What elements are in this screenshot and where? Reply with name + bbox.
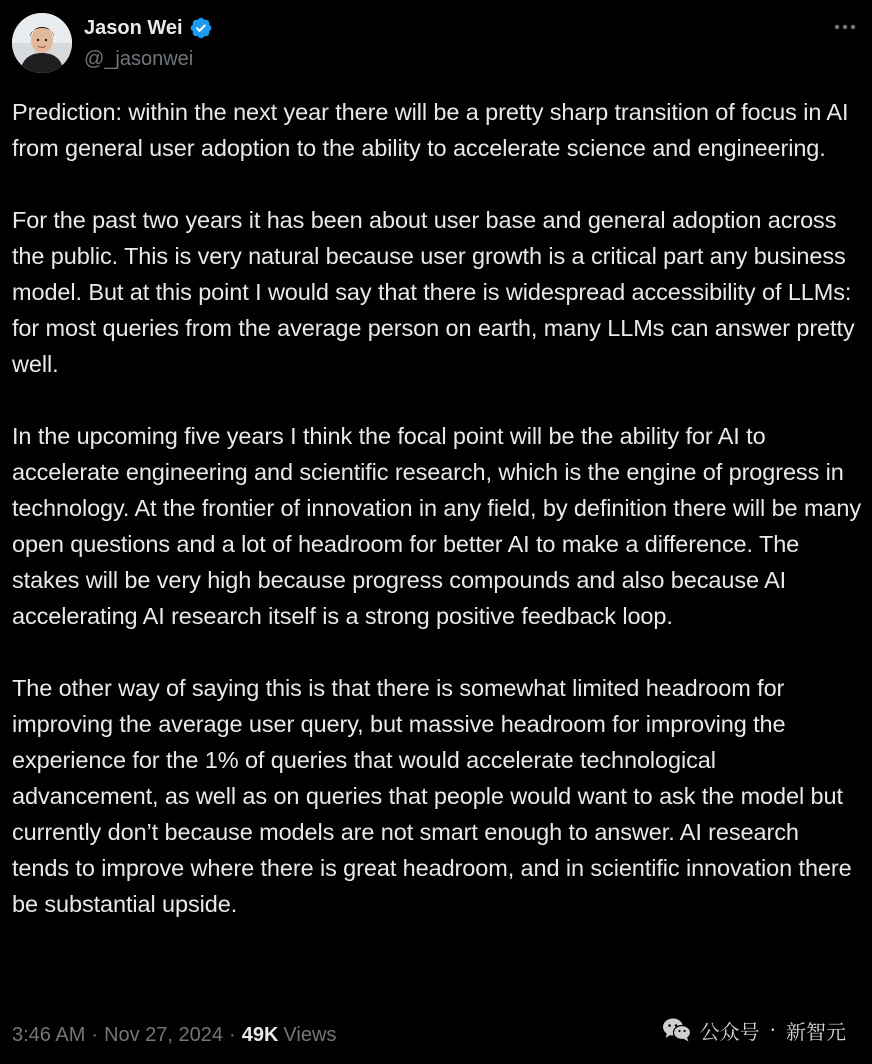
watermark-separator: · [769, 1018, 776, 1042]
verified-badge-icon[interactable] [189, 16, 213, 40]
tweet-meta [12, 1018, 336, 1052]
wechat-icon [662, 1017, 692, 1043]
watermark [662, 1012, 846, 1048]
tweet-paragraph: In the upcoming five years I think the focal point will be the ability for AI to accelerate engineering and scientific research, which is the engine of progress in technology. At the frontier of innovation in any field, by definition there will be many open questions and a lot of headroom for better AI to make a difference. The stakes will be very high because progress compounds and also because AI accelerating AI research itself is a strong positive feedback loop. [12, 423, 862, 629]
tweet-paragraph: The other way of saying this is that there is somewhat limited headroom for improving the average user query, but massive headroom for improving the experience for the 1% of queries that would accelerate technological advancement, as well as on queries that people would want to ask the model but currently don’t because models are not smart enough to answer. AI research tends to improve where there is great headroom, and in scientific innovation there be substantial upside. [12, 675, 852, 917]
watermark-account-name: 新智元 [786, 1019, 846, 1044]
more-options-button[interactable] [832, 14, 858, 40]
avatar[interactable] [12, 13, 72, 73]
tweet-paragraph: For the past two years it has been about user base and general adoption across the public. This is very natural because user growth is a critical part any business model. But at this point I would say that there is widespread accessibility of LLMs: for most queries from the average person on earth, many LLMs can answer pretty well. [12, 207, 855, 377]
author-handle[interactable]: @_jasonwei [84, 48, 194, 70]
tweet-paragraph: Prediction: within the next year there will be a pretty sharp transition of focus in AI from general user adoption to the ability to accelerate science and engineering. [12, 99, 849, 161]
watermark-account-type: 公众号 [699, 1019, 760, 1044]
avatar-image [12, 13, 72, 73]
tweet-date[interactable]: Nov 27, 2024 [104, 1024, 224, 1046]
tweet-text [12, 94, 862, 922]
views-label: Views [283, 1024, 337, 1046]
views-count[interactable]: 49K [241, 1024, 279, 1046]
author-name-row[interactable] [84, 15, 213, 41]
meta-separator: · [229, 1024, 236, 1046]
more-options-icon [834, 24, 856, 30]
author-display-name[interactable]: Jason Wei [84, 17, 183, 39]
tweet-time[interactable]: 3:46 AM [12, 1024, 86, 1046]
meta-separator: · [91, 1024, 99, 1046]
